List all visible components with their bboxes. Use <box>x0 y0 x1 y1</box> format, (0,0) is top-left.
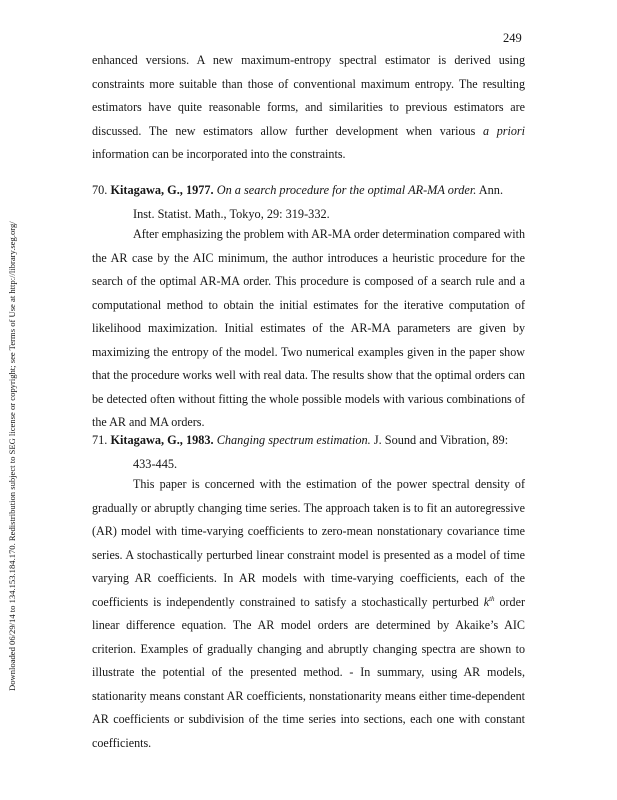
page-number: 249 <box>503 31 522 45</box>
ref70-journal: Ann. <box>478 183 504 197</box>
ref71-abstract-text: This paper is concerned with the estimation of the power spectral density of gradually or abruptly changing time series. The approach taken is to fit an autoregressive (AR) model with time-varying coefficients to zero-mean nonstationary covariance time series. A stochastically perturbed linear constraint model is presented as a model of time varying AR coefficients. In AR models with time-varying coefficients, each of the coefficients is independently constrained to satisfy a stochastically perturbed <box>92 477 525 609</box>
intro-text: enhanced versions. A new maximum-entropy spectral estimator is derived using constraints more suitable than those of conventional maximum entropy. The resulting estimators have quite reasonable forms, and similarities to previous estimators are discussed. The new estimators allow further development when various <box>92 53 525 138</box>
reference-71-heading <box>92 428 525 476</box>
download-notice: Downloaded 06/29/14 to 134.153.184.170. Redistribution subject to SEG license or copyright; see Terms of Use at http://library.seg.org/ <box>7 221 17 691</box>
ref71-abstract-k: k <box>483 594 490 609</box>
reference-70-heading <box>92 178 525 226</box>
intro-italic: a priori <box>483 123 525 138</box>
ref71-authors: Kitagawa, G., 1983. <box>110 433 214 447</box>
intro-text-end: information can be incorporated into the constraints. <box>92 147 346 161</box>
ref71-abstract-sup: th <box>489 594 495 603</box>
ref70-title: On a search procedure for the optimal AR-MA order. <box>216 183 477 197</box>
ref71-number: 71. <box>92 433 108 447</box>
ref71-title: Changing spectrum estimation. <box>216 433 371 447</box>
ref70-abstract: After emphasizing the problem with AR-MA order determination compared with the AR case by the AIC minimum, the author introduces a heuristic procedure for the search of the optimal AR-MA order. This procedure is composed of a search rule and a computational method to obtain the initial estimates for the iterative computation of likelihood maximization. Initial estimates of the AR-MA parameters are given by maximizing the entropy of the model. Two numerical examples given in the paper show that the procedure works well with real data. The results show that the optimal orders can be detected often without fitting the whole possible models with various combinations of the AR and MA orders. <box>92 227 525 429</box>
ref71-journal: J. Sound and Vibration, 89: <box>373 433 509 447</box>
ref70-number: 70. <box>92 183 108 197</box>
intro-paragraph <box>92 49 525 167</box>
ref71-abstract-text-end: order linear difference equation. The AR model orders are determined by Akaike’s AIC criterion. Examples of gradually changing and abruptly changing spectra are shown to illustrate the potential of the presented method. - In summary, using AR models, stationarity means constant AR coefficients, nonstationarity means either time-dependent AR coefficients or subdivision of the time series into sections, each one with constant coefficients. <box>92 594 525 750</box>
ref70-journal-cont: Inst. Statist. Math., Tokyo, 29: 319-332. <box>133 207 330 221</box>
ref71-abstract <box>92 473 525 755</box>
ref70-authors: Kitagawa, G., 1977. <box>110 183 214 197</box>
ref71-journal-cont: 433-445. <box>133 457 178 471</box>
